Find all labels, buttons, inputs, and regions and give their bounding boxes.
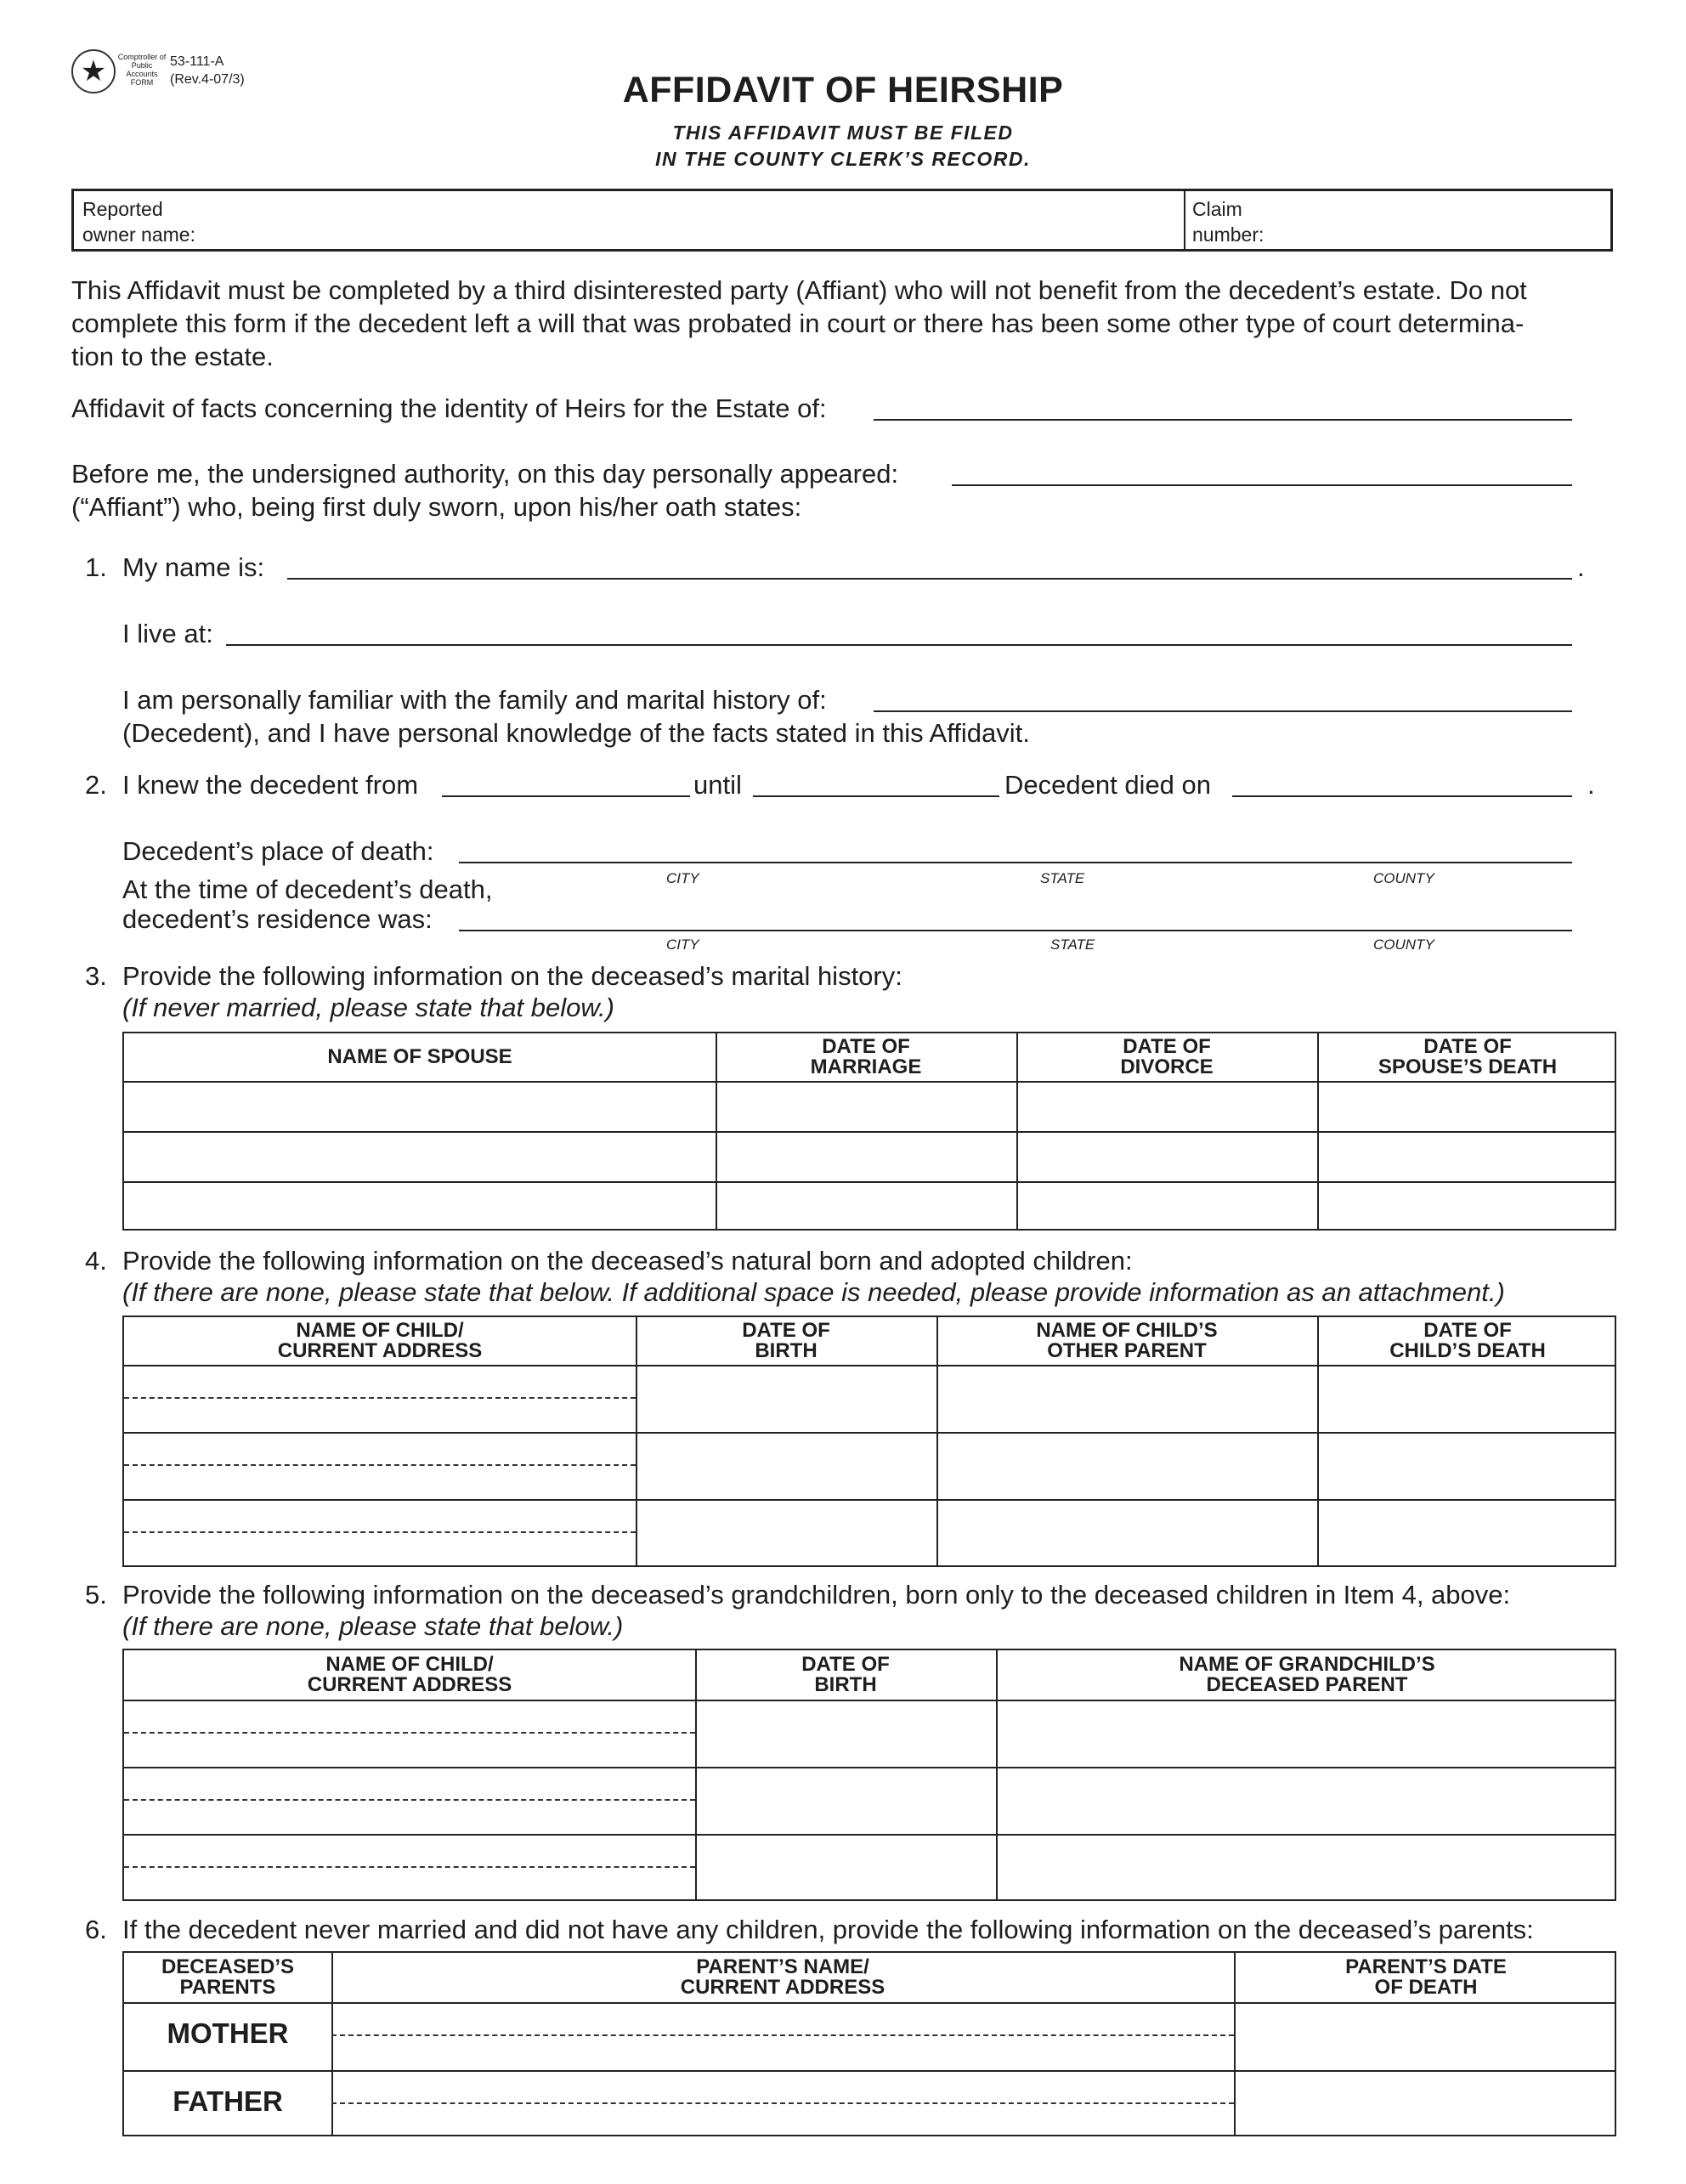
parents-table <box>122 1951 1616 2136</box>
table-divider <box>124 1131 1615 1133</box>
live-at-label: I live at: <box>122 619 213 648</box>
address-divider <box>124 1464 636 1466</box>
column-header-line: DATE OF <box>801 1653 890 1676</box>
item-3-note: (If never married, please state that below.) <box>122 993 614 1022</box>
intro-line-3: tion to the estate. <box>71 342 274 371</box>
row-label-father: FATHER <box>173 2085 283 2117</box>
knew-from-label: I knew the decedent from <box>122 770 419 800</box>
table-divider <box>124 1499 1615 1501</box>
column-header <box>1317 1317 1618 1365</box>
my-name-period: . <box>1577 552 1585 582</box>
item-5-number: 5. <box>85 1580 107 1610</box>
claim-number-label-line2: number: <box>1192 223 1264 246</box>
column-header <box>695 1650 996 1700</box>
table-divider <box>124 1767 1615 1768</box>
column-header <box>124 1033 716 1081</box>
column-header <box>331 1953 1234 2002</box>
estate-of-field[interactable] <box>874 419 1572 421</box>
my-name-field[interactable] <box>287 578 1572 580</box>
reported-owner-label <box>82 196 195 247</box>
column-header-line: PARENT’S DATE <box>1345 1955 1507 1978</box>
column-header-line: CURRENT ADDRESS <box>277 1339 483 1362</box>
column-header-line: CHILD’S DEATH <box>1389 1339 1546 1362</box>
residence-label-line-2: decedent’s residence was: <box>122 904 433 934</box>
item-3-number: 3. <box>85 961 107 991</box>
residence-city-caption: CITY <box>666 936 699 953</box>
column-header <box>996 1650 1618 1700</box>
item-5-note: (If there are none, please state that below.) <box>122 1611 624 1641</box>
item-6-text: If the decedent never married and did not have any children, provide the following information on the deceased’s parents: <box>122 1915 1534 1944</box>
column-header <box>1016 1033 1317 1081</box>
column-header-line: BIRTH <box>755 1339 818 1362</box>
comptroller-seal-icon: ★ <box>71 49 116 93</box>
intro-line-1: This Affidavit must be completed by a third disinterested party (Affiant) who will not benefit from the decedent’s estate. Do not <box>71 275 1527 305</box>
column-header-line: SPOUSE’S DEATH <box>1378 1055 1558 1078</box>
column-header-line: CURRENT ADDRESS <box>680 1976 885 1999</box>
column-header-line: DATE OF <box>742 1319 830 1342</box>
residence-county-caption: COUNTY <box>1373 936 1434 953</box>
claim-number-label-line1: Claim <box>1192 198 1242 220</box>
appeared-field[interactable] <box>952 484 1572 486</box>
column-header-line: NAME OF SPOUSE <box>327 1045 512 1068</box>
until-label: until <box>693 770 742 800</box>
address-divider <box>124 1866 695 1868</box>
column-header <box>636 1317 936 1365</box>
live-at-field[interactable] <box>226 644 1572 646</box>
place-city-caption: CITY <box>666 870 699 886</box>
item-4-note: (If there are none, please state that below. If additional space is needed, please provide information as an attachment.) <box>122 1277 1505 1307</box>
knew-until-field[interactable] <box>753 795 999 797</box>
table-divider <box>124 2070 1615 2072</box>
column-header-line: MARRIAGE <box>810 1055 922 1078</box>
address-divider <box>124 1799 695 1801</box>
intro-paragraph <box>71 274 1627 373</box>
column-header-line: OTHER PARENT <box>1047 1339 1207 1362</box>
form-number: 53-111-A <box>170 54 224 69</box>
residence-field[interactable] <box>459 930 1572 931</box>
familiar-label: I am personally familiar with the family and marital history of: <box>122 685 827 715</box>
reported-owner-label-line1: Reported <box>82 198 163 220</box>
decedent-knowledge-text: (Decedent), and I have personal knowledge of the facts stated in this Affidavit. <box>122 718 1030 748</box>
decedent-name-field[interactable] <box>874 710 1572 712</box>
table-divider <box>124 1834 1615 1836</box>
claim-number-field[interactable] <box>1298 195 1604 247</box>
column-header-line: NAME OF GRANDCHILD’S <box>1179 1653 1435 1676</box>
place-county-caption: COUNTY <box>1373 870 1434 886</box>
reported-owner-name-field[interactable] <box>295 195 1170 247</box>
residence-state-caption: STATE <box>1050 936 1095 953</box>
column-header <box>1234 1953 1618 2002</box>
address-divider <box>331 2102 1234 2104</box>
address-divider <box>124 1732 695 1734</box>
item-6-number: 6. <box>85 1915 107 1944</box>
item-4-text: Provide the following information on the deceased’s natural born and adopted children: <box>122 1246 1133 1276</box>
owner-claim-box <box>71 189 1613 252</box>
knew-from-field[interactable] <box>442 795 690 797</box>
died-on-label: Decedent died on <box>1004 770 1212 800</box>
row-label-mother: MOTHER <box>167 2017 289 2049</box>
estate-label: Affidavit of facts concerning the identity of Heirs for the Estate of: <box>71 393 827 423</box>
place-of-death-label: Decedent’s place of death: <box>122 836 434 866</box>
column-header-line: OF DEATH <box>1374 1976 1478 1999</box>
form-revision: (Rev.4-07/3) <box>170 72 245 87</box>
column-header <box>124 1953 331 2002</box>
item-5-text: Provide the following information on the deceased’s grandchildren, born only to the deceased children in Item 4, above: <box>122 1580 1511 1610</box>
column-header <box>124 1317 636 1365</box>
item-2-number: 2. <box>85 770 107 800</box>
appeared-label: Before me, the undersigned authority, on this day personally appeared: <box>71 459 899 489</box>
column-header-line: DIVORCE <box>1120 1055 1214 1078</box>
column-header-line: DECEASED’S <box>161 1955 295 1978</box>
column-header-line: DECEASED PARENT <box>1206 1673 1408 1696</box>
column-header-line: PARENTS <box>179 1976 276 1999</box>
column-header-line: DATE OF <box>822 1035 910 1058</box>
my-name-label: My name is: <box>122 552 265 582</box>
page-title: AFFIDAVIT OF HEIRSHIP <box>622 70 1064 110</box>
table-divider <box>124 1081 1615 1083</box>
column-header-line: NAME OF CHILD’S <box>1036 1319 1218 1342</box>
address-divider <box>124 1397 636 1399</box>
column-header-line: BIRTH <box>814 1673 877 1696</box>
place-state-caption: STATE <box>1040 870 1085 886</box>
column-header-line: DATE OF <box>1423 1035 1512 1058</box>
column-header <box>124 1650 695 1700</box>
column-header-line: DATE OF <box>1123 1035 1211 1058</box>
intro-line-2: complete this form if the decedent left a will that was probated in court or there has been some other type of court determina- <box>71 308 1525 338</box>
column-header-line: PARENT’S NAME/ <box>696 1955 869 1978</box>
subtitle-line-1: THIS AFFIDAVIT MUST BE FILED <box>672 122 1014 144</box>
children-table <box>122 1315 1616 1567</box>
reported-owner-label-line2: owner name: <box>82 223 195 246</box>
place-of-death-field[interactable] <box>459 862 1572 863</box>
column-header-line: DATE OF <box>1423 1319 1512 1342</box>
item-1-number: 1. <box>85 552 107 582</box>
item-3-text: Provide the following information on the deceased’s marital history: <box>122 961 902 991</box>
grandchildren-table <box>122 1649 1616 1901</box>
column-header-line: NAME OF CHILD/ <box>325 1653 494 1676</box>
subtitle-line-2: IN THE COUNTY CLERK’S RECORD. <box>655 148 1031 170</box>
owner-claim-divider <box>1184 191 1185 249</box>
table-divider <box>124 1365 1615 1366</box>
claim-number-label <box>1192 196 1264 247</box>
column-header-line: CURRENT ADDRESS <box>307 1673 512 1696</box>
seal-caption: Comptroller of Public Accounts FORM <box>117 53 167 87</box>
table-divider <box>124 1700 1615 1701</box>
date-of-death-field[interactable] <box>1232 795 1572 797</box>
affiant-oath-text: (“Affiant”) who, being first duly sworn, upon his/her oath states: <box>71 492 802 522</box>
address-divider <box>331 2034 1234 2036</box>
marital-history-table <box>122 1032 1616 1231</box>
column-header <box>936 1317 1317 1365</box>
table-divider <box>124 1432 1615 1434</box>
item-4-number: 4. <box>85 1246 107 1276</box>
died-on-period: . <box>1587 770 1595 800</box>
residence-label-line-1: At the time of decedent’s death, <box>122 874 493 904</box>
column-header <box>716 1033 1016 1081</box>
column-header <box>1317 1033 1618 1081</box>
address-divider <box>124 1531 636 1533</box>
table-divider <box>124 1181 1615 1183</box>
column-header-line: NAME OF CHILD/ <box>296 1319 464 1342</box>
table-divider <box>124 2002 1615 2004</box>
